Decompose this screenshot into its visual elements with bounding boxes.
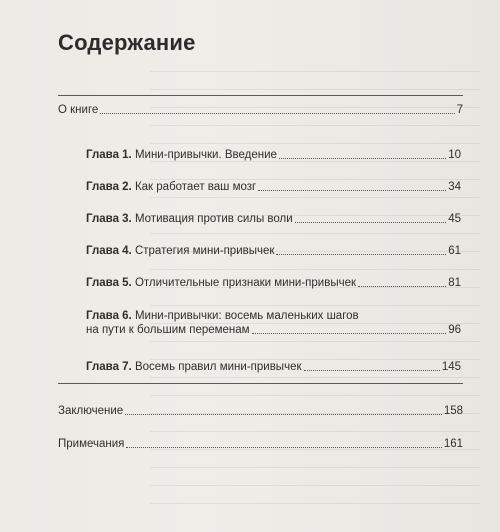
leader-dots bbox=[358, 286, 446, 287]
bleed-through-text bbox=[150, 60, 480, 520]
toc-entry-chapter-1[interactable] bbox=[86, 148, 461, 162]
chapter-title: Мотивация против силы воли bbox=[134, 213, 293, 225]
chapter-number: Глава 5. bbox=[86, 277, 132, 289]
chapter-title: Восемь правил мини-привычек bbox=[134, 361, 302, 373]
chapter-number: Глава 4. bbox=[86, 245, 132, 257]
chapter-title-line-1: Мини-привычки: восемь маленьких шагов bbox=[134, 310, 359, 322]
chapter-title: Как работает ваш мозг bbox=[134, 181, 257, 193]
toc-entry-notes[interactable] bbox=[58, 437, 463, 451]
toc-page-number: 10 bbox=[448, 149, 461, 161]
leader-dots bbox=[126, 447, 441, 448]
top-rule bbox=[58, 95, 463, 96]
toc-page-number: 45 bbox=[448, 213, 461, 225]
toc-page-number: 96 bbox=[448, 324, 461, 336]
toc-page-number: 81 bbox=[448, 277, 461, 289]
chapter-title: Мини-привычки. Введение bbox=[134, 149, 277, 161]
leader-dots bbox=[258, 190, 446, 191]
toc-page-number: 145 bbox=[441, 361, 461, 373]
toc-entry-chapter-5[interactable] bbox=[86, 276, 461, 290]
toc-page-number: 7 bbox=[456, 104, 463, 116]
toc-label: О книге bbox=[58, 104, 99, 116]
toc-label: Примечания bbox=[58, 438, 125, 450]
leader-dots bbox=[100, 113, 454, 114]
leader-dots bbox=[304, 370, 440, 371]
toc-entry-chapter-7[interactable] bbox=[86, 360, 461, 374]
toc-page-number: 161 bbox=[443, 438, 463, 450]
toc-entry-chapter-3[interactable] bbox=[86, 212, 461, 226]
leader-dots bbox=[295, 222, 447, 223]
toc-page-number: 61 bbox=[448, 245, 461, 257]
toc-page-number: 34 bbox=[448, 181, 461, 193]
leader-dots bbox=[252, 333, 447, 334]
toc-entry-chapter-6[interactable] bbox=[86, 309, 461, 337]
chapter-number: Глава 6. bbox=[86, 310, 132, 322]
chapter-number: Глава 2. bbox=[86, 181, 132, 193]
page-title: Содержание bbox=[58, 30, 196, 55]
leader-dots bbox=[125, 414, 442, 415]
toc-entry-chapter-4[interactable] bbox=[86, 244, 461, 258]
chapter-title: Отличительные признаки мини-привычек bbox=[134, 277, 357, 289]
leader-dots bbox=[276, 254, 446, 255]
toc-label: Заключение bbox=[58, 405, 124, 417]
chapter-number: Глава 7. bbox=[86, 361, 132, 373]
chapter-title-line-2: на пути к большим переменам bbox=[86, 324, 250, 336]
chapter-title: Стратегия мини-привычек bbox=[134, 245, 275, 257]
toc-entry-about[interactable] bbox=[58, 103, 463, 117]
toc-entry-chapter-2[interactable] bbox=[86, 180, 461, 194]
divider-rule bbox=[58, 383, 463, 384]
toc-entry-conclusion[interactable] bbox=[58, 404, 463, 418]
chapter-number: Глава 3. bbox=[86, 213, 132, 225]
leader-dots bbox=[279, 158, 446, 159]
toc-page-number: 158 bbox=[443, 405, 463, 417]
chapter-number: Глава 1. bbox=[86, 149, 132, 161]
